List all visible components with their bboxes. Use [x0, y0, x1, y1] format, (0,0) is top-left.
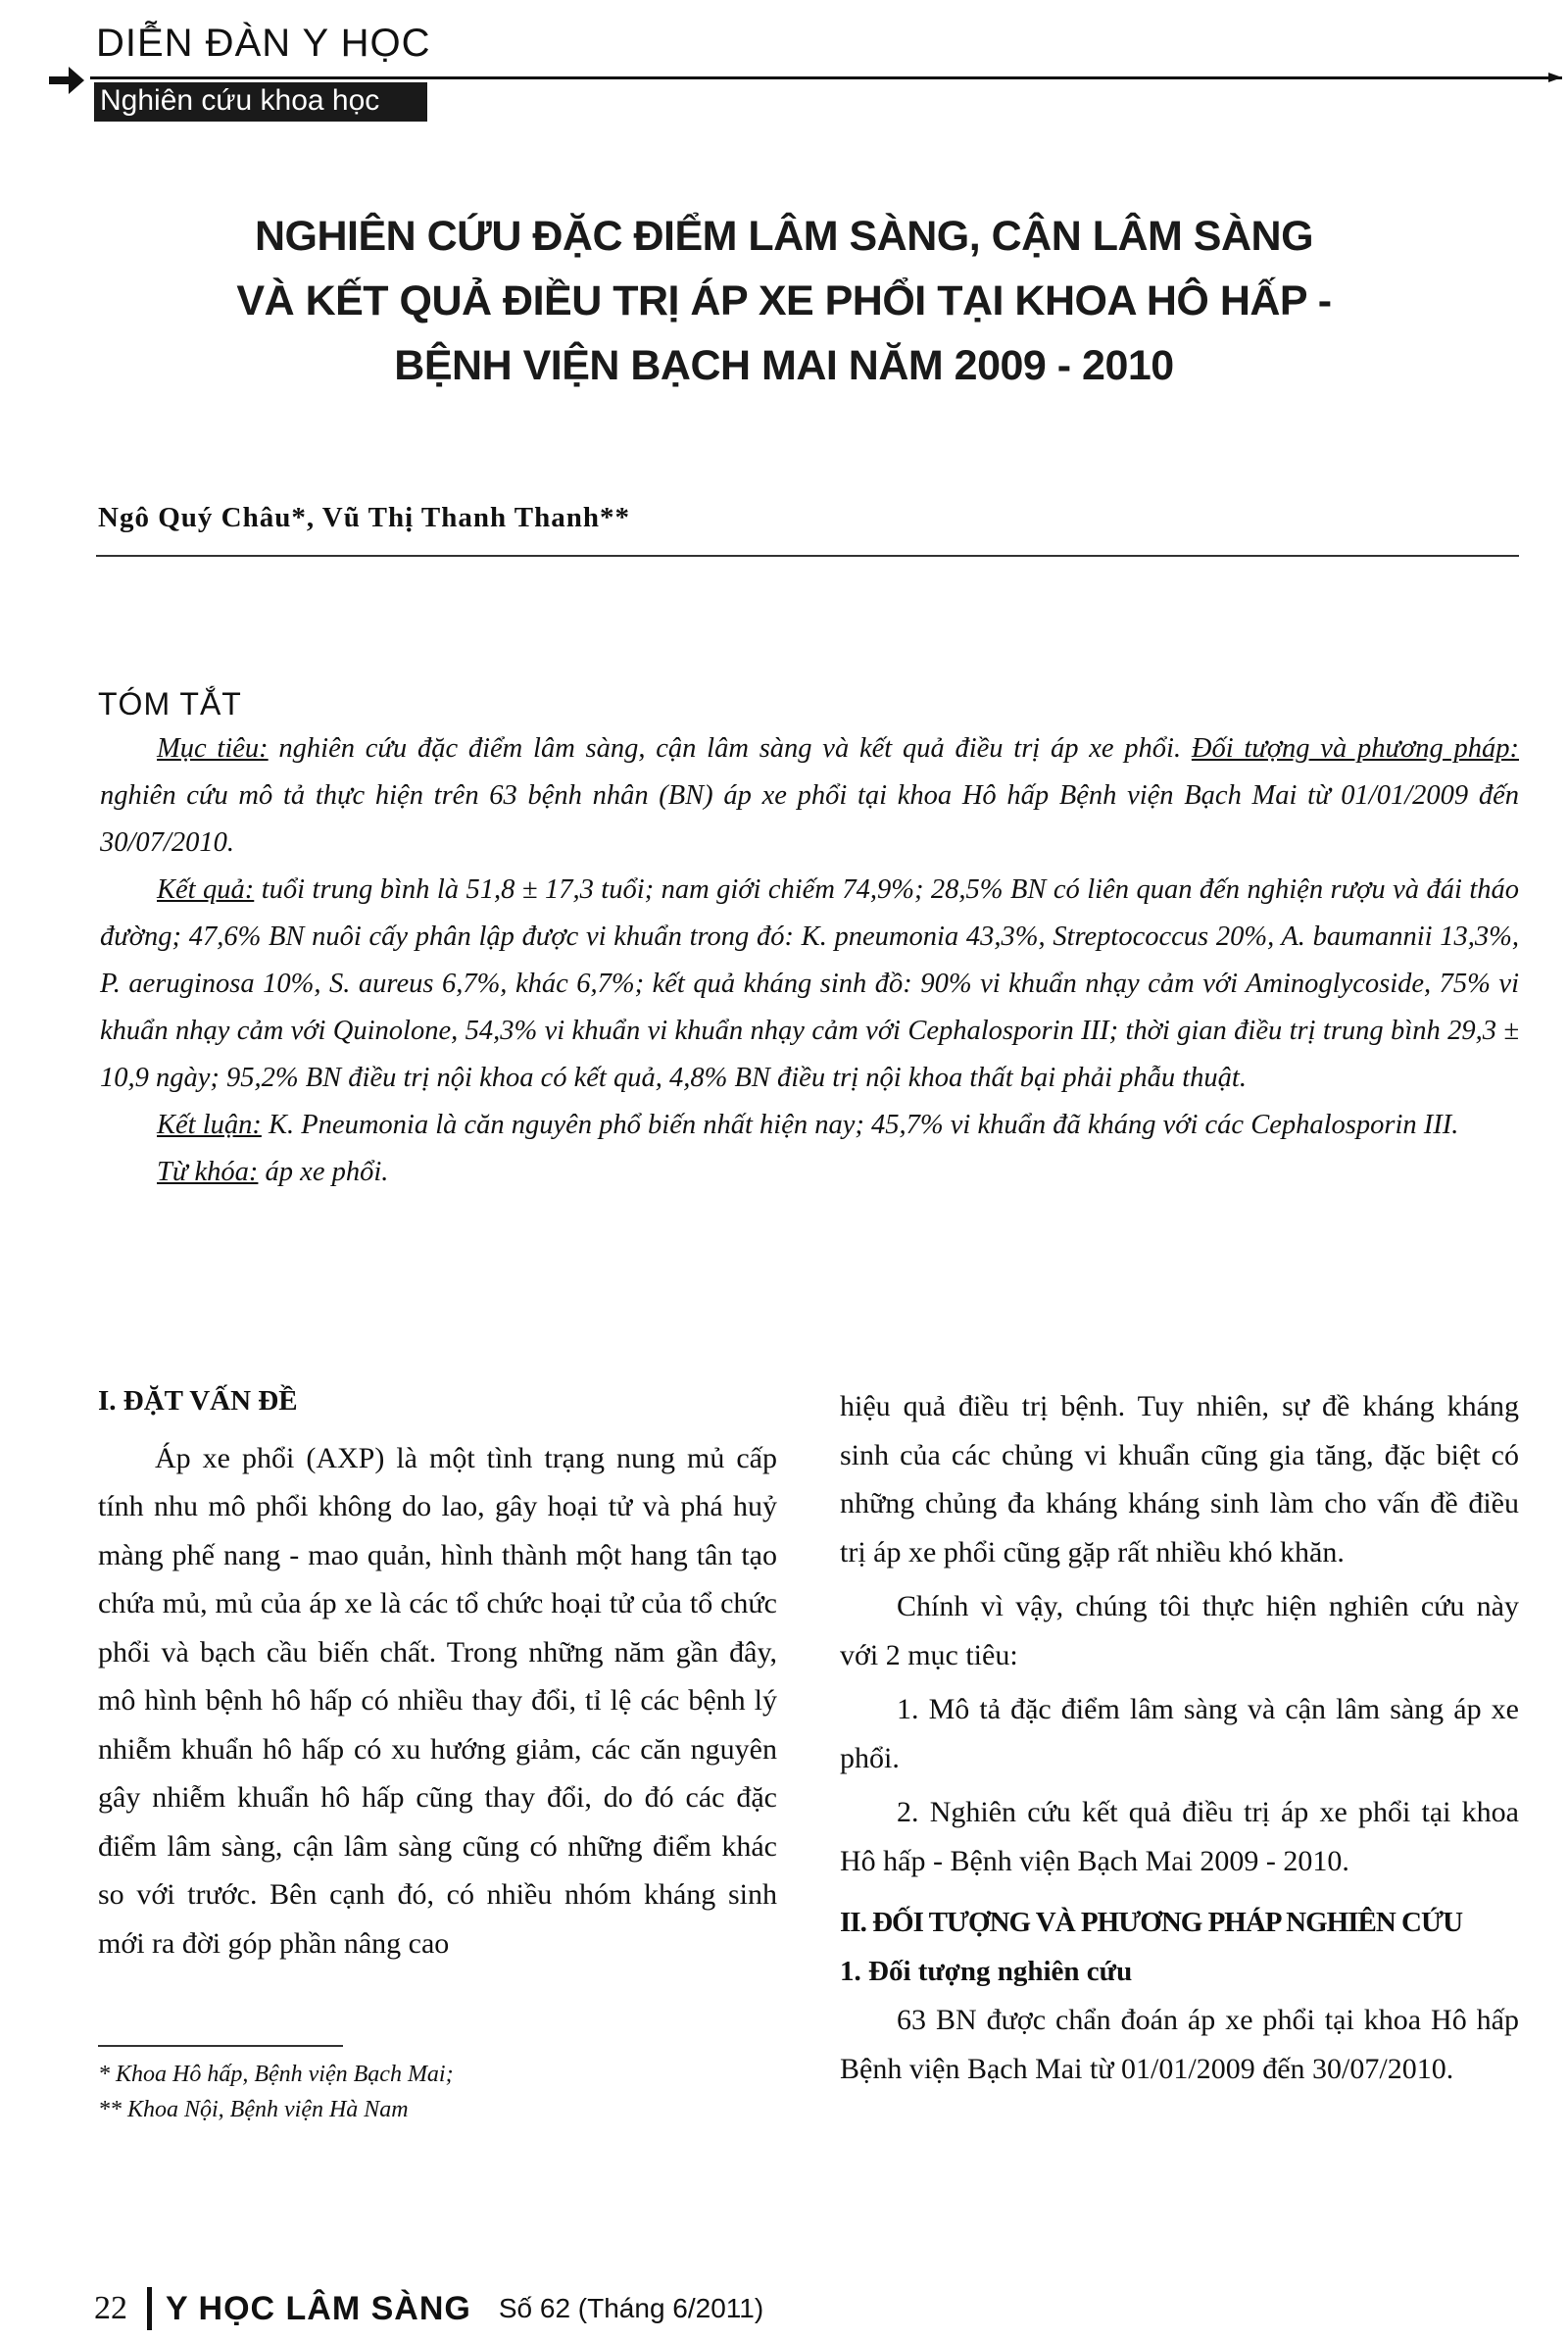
- footnote-divider: [98, 2045, 343, 2047]
- results-label: Kết quả:: [157, 874, 255, 905]
- body-paragraph: 63 BN được chẩn đoán áp xe phổi tại khoa Hô hấp Bệnh viện Bạch Mai từ 01/01/2009 đến 30/07/2010.: [840, 2004, 1519, 2085]
- abstract-objective: [100, 725, 1519, 867]
- body-paragraph: Chính vì vậy, chúng tôi thực hiện nghiên cứu này với 2 mục tiêu:: [840, 1590, 1519, 1671]
- title-line: BỆNH VIỆN BẠCH MAI NĂM 2009 - 2010: [394, 342, 1174, 389]
- section-heading: II. ĐỐI TƯỢNG VÀ PHƯƠNG PHÁP NGHIÊN CỨU: [840, 1907, 1463, 1938]
- abstract-conclusion: [100, 1102, 1519, 1149]
- body-paragraph: hiệu quả điều trị bệnh. Tuy nhiên, sự đề kháng kháng sinh của các chủng vi khuẩn cũng gia tăng, đặc biệt có những chủng đa kháng kháng sinh làm cho vấn đề điều trị áp xe phổi cũng gặp rất nhiều khó khăn.: [840, 1390, 1519, 1568]
- page-number: 22: [94, 2290, 127, 2326]
- left-column: [98, 1377, 777, 1967]
- section-title: DIỄN ĐÀN Y HỌC: [96, 22, 431, 65]
- footer-bar: [147, 2287, 152, 2330]
- issue-info: Số 62 (Tháng 6/2011): [498, 2293, 764, 2323]
- footnote: * Khoa Hô hấp, Bệnh viện Bạch Mai;: [98, 2062, 454, 2087]
- objective-label: Mục tiêu:: [157, 733, 269, 764]
- results-text: tuổi trung bình là 51,8 ± 17,3 tuổi; nam giới chiếm 74,9%; 28,5% BN có liên quan đến nghiện rượu và đái tháo đường; 47,6% BN nuôi cấy phân lập được vi khuẩn trong đó: K. pneumonia 43,3%, Streptococcus 20%, A. baumannii 13,3%, P. aeruginosa 10%, S. aureus 6,7%, khác 6,7%; kết quả kháng sinh đồ: 90% vi khuẩn nhạy cảm với Aminoglycoside, 75% vi khuẩn nhạy cảm với Quinolone, 54,3% vi khuẩn vi khuẩn nhạy cảm với Cephalosporin III; thời gian điều trị trung bình 29,3 ± 10,9 ngày; 95,2% BN điều trị nội khoa có kết quả, 4,8% BN điều trị nội khoa thất bại phải phẫu thuật.: [100, 874, 1519, 1093]
- objective-text: nghiên cứu đặc điểm lâm sàng, cận lâm sàng và kết quả điều trị áp xe phổi.: [268, 733, 1192, 764]
- abstract-results: [100, 867, 1519, 1102]
- section-heading: I. ĐẶT VẤN ĐỀ: [98, 1385, 298, 1417]
- journal-name: Y HỌC LÂM SÀNG: [166, 2289, 471, 2327]
- subsection-label: Nghiên cứu khoa học: [94, 82, 427, 122]
- header-rule: [90, 76, 1562, 79]
- subsection-heading: 1. Đối tượng nghiên cứu: [840, 1955, 1133, 1987]
- right-column: [840, 1382, 1519, 2093]
- conclusion-label: Kết luận:: [157, 1110, 262, 1140]
- footnotes: [98, 2057, 454, 2127]
- keywords-label: Từ khóa:: [157, 1157, 259, 1187]
- body-paragraph: Áp xe phổi (AXP) là một tình trạng nung mủ cấp tính nhu mô phổi không do lao, gây hoại tử và phá huỷ màng phế nang - mao quản, hình thành một hang tân tạo chứa mủ, mủ của áp xe là các tổ chức hoại tử của tổ chức phổi và bạch cầu biến chất. Trong những năm gần đây, mô hình bệnh hô hấp có nhiều thay đổi, tỉ lệ các bệnh lý nhiễm khuẩn hô hấp có xu hướng giảm, các căn nguyên gây nhiễm khuẩn hô hấp cũng thay đổi, do đó các đặc điểm lâm sàng, cận lâm sàng cũng có những điểm khác so với trước. Bên cạnh đó, có nhiều nhóm kháng sinh mới ra đời góp phần nâng cao: [98, 1441, 777, 1960]
- methods-label: Đối tượng và phương pháp:: [1191, 733, 1519, 764]
- keywords-text: áp xe phổi.: [258, 1157, 389, 1187]
- objective-item: 1. Mô tả đặc điểm lâm sàng và cận lâm sàng áp xe phổi.: [840, 1693, 1519, 1774]
- author-divider: [96, 555, 1519, 557]
- article-title: [147, 204, 1421, 398]
- footnote: ** Khoa Nội, Bệnh viện Hà Nam: [98, 2097, 409, 2122]
- objective-item: 2. Nghiên cứu kết quả điều trị áp xe phổi tại khoa Hô hấp - Bệnh viện Bạch Mai 2009 - 2010.: [840, 1796, 1519, 1877]
- page-footer: [94, 2287, 763, 2330]
- header-rule-tip: [1548, 73, 1562, 82]
- arrow-right-icon: [47, 61, 86, 100]
- methods-text: nghiên cứu mô tả thực hiện trên 63 bệnh nhân (BN) áp xe phổi tại khoa Hô hấp Bệnh viện Bạch Mai từ 01/01/2009 đến 30/07/2010.: [100, 780, 1519, 858]
- title-line: NGHIÊN CỨU ĐẶC ĐIỂM LÂM SÀNG, CẬN LÂM SÀNG: [254, 213, 1314, 260]
- abstract-body: [100, 725, 1519, 1196]
- conclusion-text: K. Pneumonia là căn nguyên phổ biến nhất hiện nay; 45,7% vi khuẩn đã kháng với các Cephalosporin III.: [261, 1110, 1459, 1140]
- abstract-heading: TÓM TẮT: [98, 686, 242, 722]
- article-authors: Ngô Quý Châu*, Vũ Thị Thanh Thanh**: [98, 502, 631, 533]
- title-line: VÀ KẾT QUẢ ĐIỀU TRỊ ÁP XE PHỔI TẠI KHOA HÔ HẤP -: [236, 277, 1332, 324]
- abstract-keywords: [100, 1149, 1519, 1196]
